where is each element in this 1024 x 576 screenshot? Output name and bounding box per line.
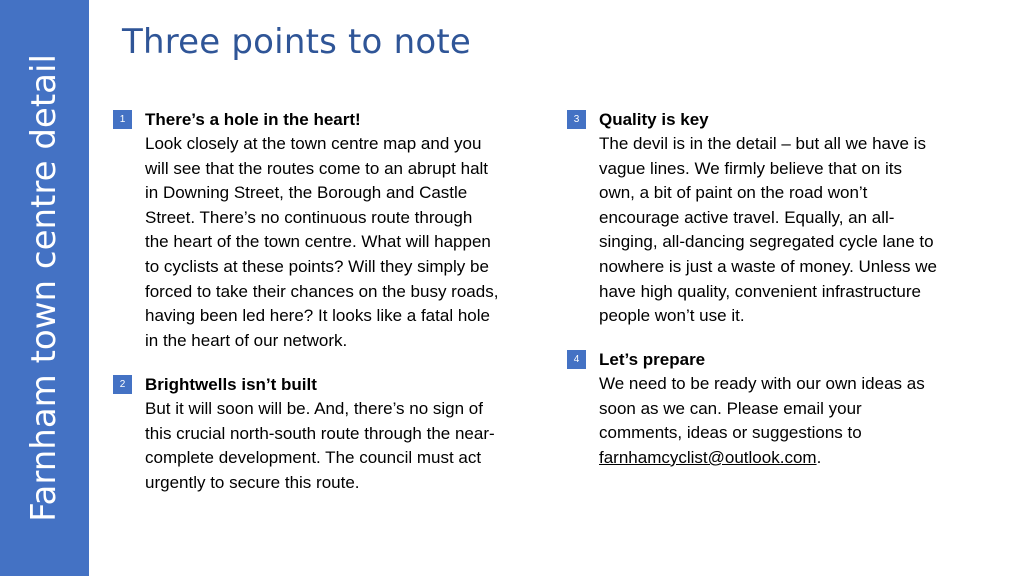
- point-number-badge: 1: [113, 110, 132, 129]
- point-text-line: people won’t use it.: [599, 306, 745, 326]
- point-text-line: encourage active travel. Equally, an all-: [599, 207, 895, 227]
- sidebar-title: Farnham town centre detail: [24, 54, 64, 522]
- point-content: [599, 107, 937, 329]
- point-heading: Let’s prepare: [599, 350, 706, 369]
- point-text-line: the heart of the town centre. What will happen: [145, 232, 491, 252]
- point-text-line: The devil is in the detail – but all we have is: [599, 134, 926, 153]
- point-text-line: to cyclists at these points? Will they simply be: [145, 256, 489, 276]
- point-text-line: urgently to secure this route.: [145, 472, 360, 492]
- point-text-line: complete development. The council must act: [145, 448, 482, 468]
- email-line: [599, 446, 925, 471]
- point-heading: There’s a hole in the heart!: [145, 110, 361, 129]
- point-text-line: But it will soon will be. And, there’s no sign of: [145, 399, 483, 418]
- point-text-line: own, a bit of paint on the road won’t: [599, 183, 868, 203]
- point-text-line: soon as we can. Please email your: [599, 398, 862, 418]
- point-text-line: singing, all-dancing segregated cycle lane to: [599, 232, 934, 252]
- email-link[interactable]: farnhamcyclist@outlook.com: [599, 447, 817, 467]
- point-number-badge: 2: [113, 375, 132, 394]
- point-text-line: Look closely at the town centre map and you: [145, 134, 482, 153]
- point-text-line: vague lines. We firmly believe that on its: [599, 158, 902, 178]
- point-text-line: have high quality, convenient infrastructure: [599, 281, 921, 301]
- point-text-line: Street. There’s no continuous route through: [145, 207, 473, 227]
- point-text-line: nowhere is just a waste of money. Unless we: [599, 256, 937, 276]
- point-text-line: will see that the routes come to an abrupt halt: [145, 158, 489, 178]
- point-content: [599, 347, 925, 470]
- point-heading: Brightwells isn’t built: [145, 375, 317, 394]
- point-text-line: We need to be ready with our own ideas as: [599, 374, 925, 393]
- sidebar: [0, 0, 89, 576]
- point-text-line: comments, ideas or suggestions to: [599, 423, 862, 443]
- point-content: [145, 107, 498, 353]
- point-content: [145, 372, 495, 495]
- email-suffix: .: [816, 447, 822, 467]
- page-title: Three points to note: [122, 22, 471, 62]
- point-text-line: forced to take their chances on the busy roads,: [145, 281, 499, 301]
- point-number-badge: 4: [567, 350, 586, 369]
- point-text-line: in the heart of our network.: [145, 330, 348, 350]
- point-text-line: having been led here? It looks like a fatal hole: [145, 306, 490, 326]
- point-text-line: in Downing Street, the Borough and Castle: [145, 183, 468, 203]
- point-text-line: this crucial north-south route through the near-: [145, 423, 495, 443]
- point-number-badge: 3: [567, 110, 586, 129]
- point-heading: Quality is key: [599, 110, 709, 129]
